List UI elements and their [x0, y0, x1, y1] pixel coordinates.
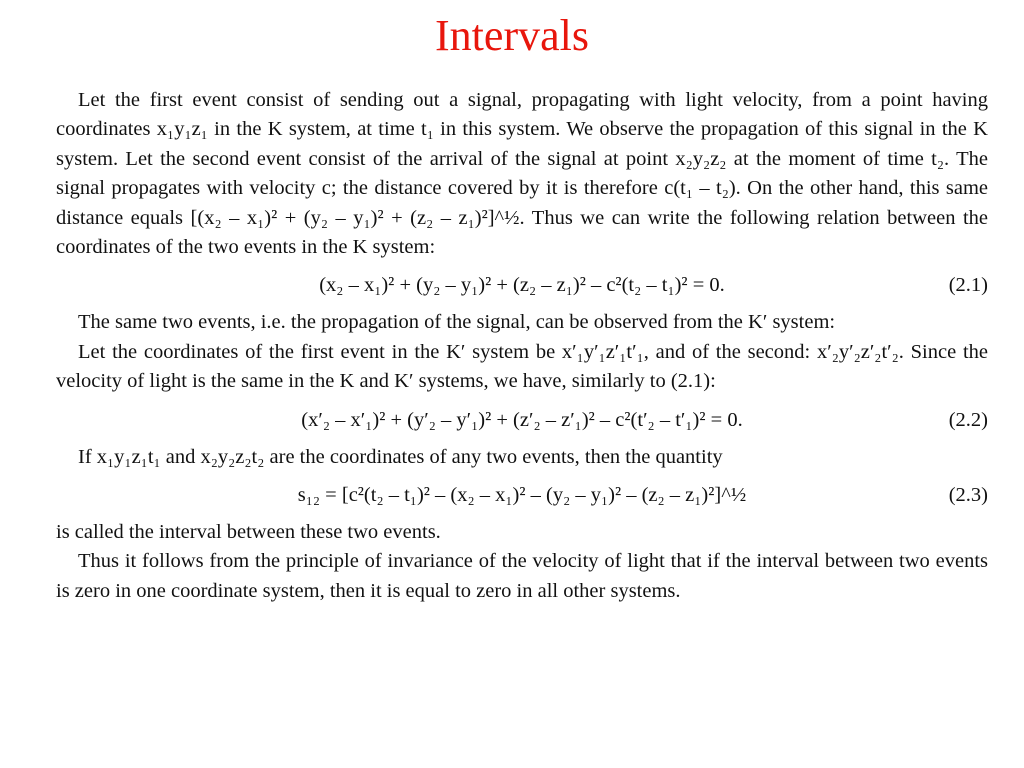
paragraph-kprime-coordinates: Let the coordinates of the first event in the K′ system be x′₁y′₁z′₁t′₁, and of the second: x′₂y′₂z′₂t′₂. Since the velocity of light is the same in the K and K′ systems, we have, similarly to (2.1): — [56, 340, 988, 393]
paragraph-signal-event: Let the first event consist of sending out a signal, propagating with light velocity, from a point having coordinates x₁y₁z₁ in the K system, at time t₁ in this system. We observe the propagation of this signal in the K system. Let the second event consist of the arrival of the signal at point x₂y₂z₂ at the moment of time t₂. The signal propagates with velocity c; the distance covered by it is therefore c(t₁ – t₂). On the other hand, this same distance equals [(x₂ – x₁)² + (y₂ – y₁)² + (z₂ – z₁)²]^½. Thus we can write the following relation between the coordinates of the two events in the K system: — [56, 89, 988, 259]
equation-2-2 — [56, 405, 988, 435]
document-body — [56, 86, 988, 606]
equation-2-3 — [56, 480, 988, 510]
paragraph-interval-definition: is called the interval between these two events. — [56, 521, 441, 544]
equation-2-1 — [56, 270, 988, 300]
equation-expression: (x₂ – x₁)² + (y₂ – y₁)² + (z₂ – z₁)² – c²(t₂ – t₁)² = 0. — [319, 274, 725, 297]
paragraph-any-two-events: If x₁y₁z₁t₁ and x₂y₂z₂t₂ are the coordinates of any two events, then the quantity — [78, 445, 723, 468]
paragraph-kprime-system: The same two events, i.e. the propagation of the signal, can be observed from the K′ system: — [78, 311, 836, 334]
equation-expression: (x′₂ – x′₁)² + (y′₂ – y′₁)² + (z′₂ – z′₁)² – c²(t′₂ – t′₁)² = 0. — [301, 408, 743, 431]
slide-title: Intervals — [435, 11, 589, 60]
equation-expression: s₁₂ = [c²(t₂ – t₁)² – (x₂ – x₁)² – (y₂ – y₁)² – (z₂ – z₁)²]^½ — [297, 484, 747, 507]
paragraph-invariance: Thus it follows from the principle of invariance of the velocity of light that if the interval between two events is zero in one coordinate system, then it is equal to zero in all other systems. — [56, 550, 988, 602]
equation-number: (2.1) — [948, 274, 988, 297]
equation-number: (2.3) — [948, 484, 988, 507]
equation-number: (2.2) — [948, 408, 988, 431]
